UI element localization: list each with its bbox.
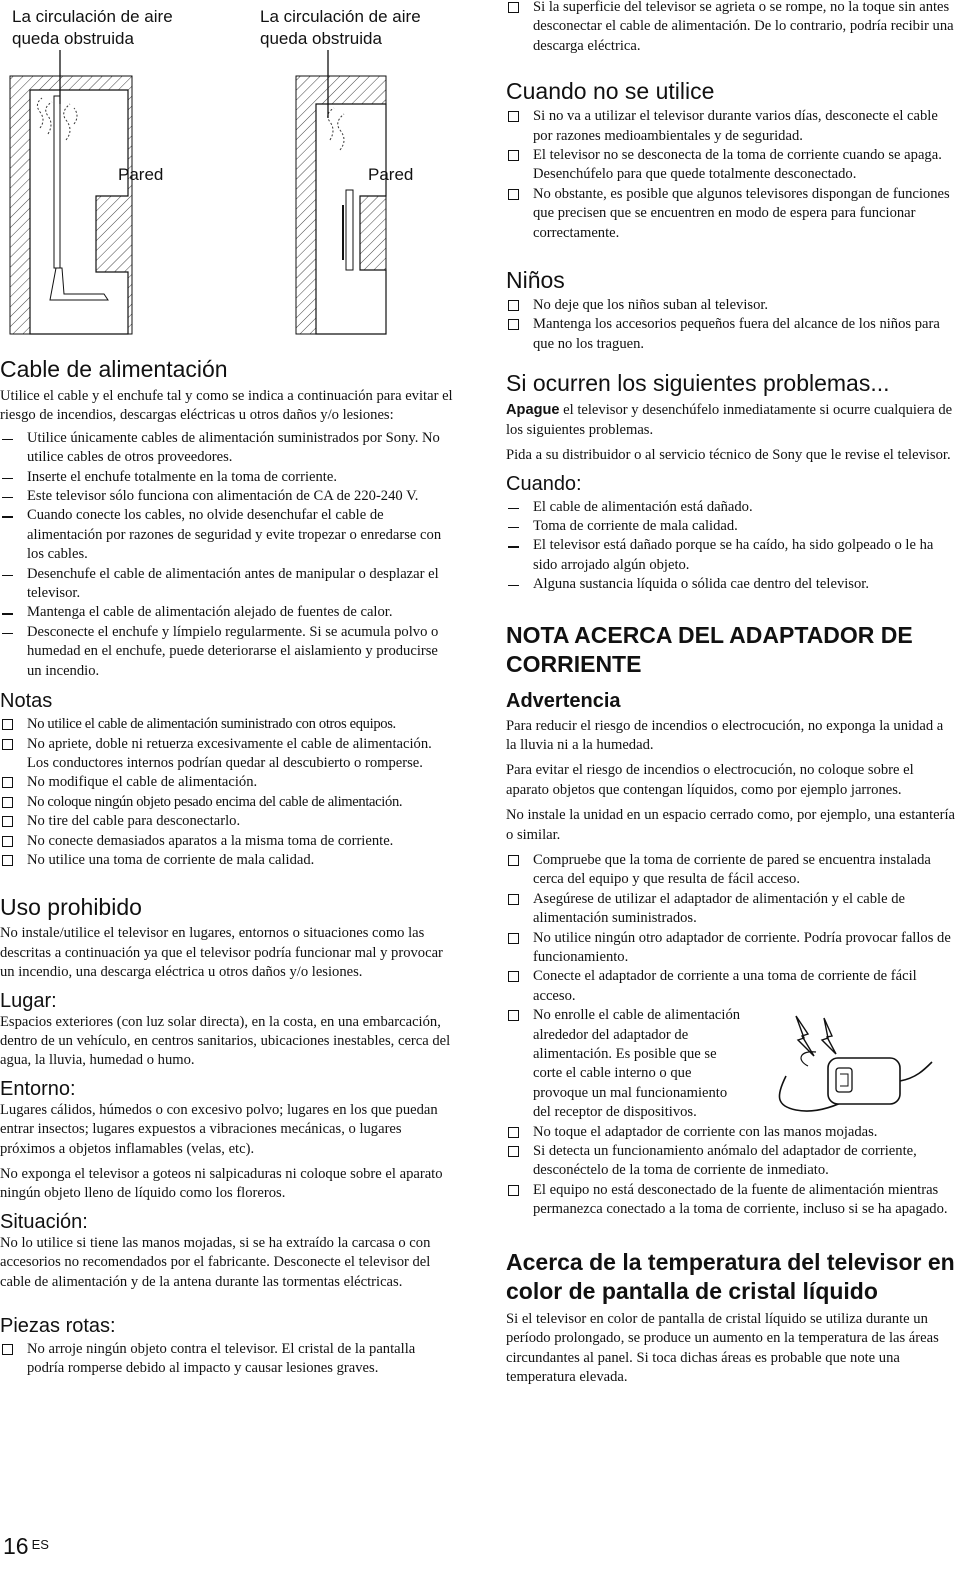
when-list xyxy=(506,498,956,595)
problems-heading: Si ocurren los siguientes problemas... xyxy=(506,370,890,397)
list-item: Si la superficie del televisor se agrieta o se rompe, no la toque sin antes desconectar el cable de alimentación. De lo contrario, podría recibir una descarga eléctrica. xyxy=(506,0,956,56)
wall-label-left: Pared xyxy=(118,165,164,184)
list-item: No arroje ningún objeto contra el televisor. El cristal de la pantalla podría romperse debido al impacto y causar lesiones graves. xyxy=(0,1340,455,1379)
list-item: Si no va a utilizar el televisor durante varios días, desconecte el cable por razones medioambientales y de seguridad. xyxy=(506,107,956,146)
children-list xyxy=(506,296,956,354)
power-cable-heading: Cable de alimentación xyxy=(0,356,228,382)
list-item: No conecte demasiados aparatos a la misma toma de corriente. xyxy=(0,832,455,851)
airflow-label-right: La circulación de aire queda obstruida xyxy=(260,7,421,48)
list-item: No utilice ningún otro adaptador de corriente. Podría provocar fallos de funcionamiento. xyxy=(506,929,956,968)
adapter-list xyxy=(506,851,956,1220)
place-heading: Lugar: xyxy=(0,989,57,1012)
list-item: No utilice una toma de corriente de mala calidad. xyxy=(0,851,455,870)
list-item: Si detecta un funcionamiento anómalo del adaptador de corriente, desconéctelo de la toma de corriente de inmediato. xyxy=(506,1142,956,1181)
list-item: Compruebe que la toma de corriente de pared se encuentra instalada cerca del equipo y que resulta de fácil acceso. xyxy=(506,851,956,890)
adapter-heading: NOTA ACERCA DEL ADAPTADOR DE CORRIENTE xyxy=(506,621,913,677)
environment-heading: Entorno: xyxy=(0,1077,76,1100)
temperature-text: Si el televisor en color de pantalla de cristal líquido se utiliza durante un período prolongado, se produce un aumento en la temperatura de las áreas circundantes al panel. Si toca dichas áreas es probable que note una temperatura elevada. xyxy=(506,1310,939,1385)
list-item: Mantenga los accesorios pequeños fuera del alcance de los niños para que no los traguen. xyxy=(506,315,956,354)
list-item: Este televisor sólo funciona con alimentación de CA de 220-240 V. xyxy=(0,487,455,506)
top-list xyxy=(506,0,956,56)
adapter-plug-illustration xyxy=(756,1006,946,1116)
list-item: No coloque ningún objeto pesado encima del cable de alimentación. xyxy=(0,793,455,812)
adapter-p1: Para reducir el riesgo de incendios o electrocución, no exponga la unidad a la lluvia ni a la humedad. xyxy=(506,717,944,753)
notes-list xyxy=(0,715,455,870)
list-item: El televisor está dañado porque se ha caído, ha sido golpeado o le ha sido arrojado algún objeto. xyxy=(506,536,956,575)
problems-text: Pida a su distribuidor o al servicio técnico de Sony que le revise el televisor. xyxy=(506,447,951,464)
list-item: No obstante, es posible que algunos televisores dispongan de funciones que precisen que se encuentren en modo de espera para funcionar correctamente. xyxy=(506,185,956,243)
problems-lead: Apague el televisor y desenchúfelo inmediatamente si ocurre cualquiera de los siguientes problemas. xyxy=(506,402,953,438)
page-number: 16 $^{ES}$ xyxy=(3,1533,49,1559)
list-item: Toma de corriente de mala calidad. xyxy=(506,517,956,536)
when-heading: Cuando: xyxy=(506,472,582,495)
situation-heading: Situación: xyxy=(0,1210,88,1233)
environment-text-2: No exponga el televisor a goteos ni salpicaduras ni coloque sobre el aparato ningún objeto lleno de líquido como los floreros. xyxy=(0,1166,443,1202)
list-item: No utilice el cable de alimentación suministrado con otros equipos. xyxy=(0,715,455,734)
list-item: No toque el adaptador de corriente con las manos mojadas. xyxy=(506,1123,956,1142)
power-cable-intro: Utilice el cable y el enchufe tal y como se indica a continuación para evitar el riesgo de incendios, descargas eléctricas u otros daños y/o lesiones: xyxy=(0,388,453,424)
list-item: Desconecte el enchufe y límpielo regularmente. Si se acumula polvo o humedad en el enchufe, puede deteriorarse el aislamiento y producirse un incendio. xyxy=(0,623,455,681)
children-heading: Niños xyxy=(506,267,565,294)
not-in-use-heading: Cuando no se utilice xyxy=(506,78,715,105)
right-column xyxy=(506,0,956,1387)
broken-parts-heading: Piezas rotas: xyxy=(0,1315,116,1338)
place-text: Espacios exteriores (con luz solar directa), en la costa, en una embarcación, dentro de un vehículo, en centros sanitarios, ubicaciones inestables, cerca del agua, la lluvia, humedad o humo. xyxy=(0,1013,451,1069)
adapter-wrap-text: No enrolle el cable de alimentación alrededor del adaptador de alimentación. Es posible que se corte el cable interno o que provoque un mal funcionamiento del receptor de dispositivos. xyxy=(533,1007,741,1121)
broken-parts-list xyxy=(0,1340,455,1379)
list-item xyxy=(506,1006,956,1122)
list-item: El televisor no se desconecta de la toma de corriente cuando se apaga. Desenchúfelo para que quede totalmente desconectado. xyxy=(506,146,956,185)
list-item: Inserte el enchufe totalmente en la toma de corriente. xyxy=(0,468,455,487)
temperature-heading: Acerca de la temperatura del televisor en color de pantalla de cristal líquido xyxy=(506,1248,955,1304)
list-item: No deje que los niños suban al televisor. xyxy=(506,296,956,315)
list-item: El equipo no está desconectado de la fuente de alimentación mientras permanezca conectado a la toma de corriente, incluso si se ha apagado. xyxy=(506,1181,956,1220)
airflow-label-left: La circulación de aire queda obstruida xyxy=(12,7,173,48)
list-item: Mantenga el cable de alimentación alejado de fuentes de calor. xyxy=(0,603,455,622)
prohibited-heading: Uso prohibido xyxy=(0,894,142,921)
list-item: Alguna sustancia líquida o sólida cae dentro del televisor. xyxy=(506,575,956,594)
diagram-left xyxy=(10,50,132,334)
list-item: No tire del cable para desconectarlo. xyxy=(0,812,455,831)
wall-label-right: Pared xyxy=(368,165,414,184)
notes-heading: Notas xyxy=(0,690,53,713)
adapter-p2: Para evitar el riesgo de incendios o electrocución, no coloque sobre el aparato objetos que contengan líquidos, como por ejemplo jarrones. xyxy=(506,762,914,798)
warning-heading: Advertencia xyxy=(506,689,621,712)
list-item: No modifique el cable de alimentación. xyxy=(0,773,455,792)
environment-text: Lugares cálidos, húmedos o con excesivo polvo; lugares en los que puedan entrar insectos; lugares expuestos a vibraciones mecánicas, o lugares próximos a objetos inflamables (velas, etc). xyxy=(0,1101,438,1157)
list-item: Cuando conecte los cables, no olvide desenchufar el cable de alimentación por razones de seguridad y evite tropezar o enredarse con los cables. xyxy=(0,506,455,564)
adapter-p3: No instale la unidad en un espacio cerrado como, por ejemplo, una estantería o similar. xyxy=(506,807,956,843)
not-in-use-list xyxy=(506,107,956,243)
power-cable-list xyxy=(0,429,455,681)
page-language: ES xyxy=(31,1537,49,1552)
list-item: No apriete, doble ni retuerza excesivamente el cable de alimentación. Los conductores internos podrían quedar al descubierto o romperse. xyxy=(0,735,455,774)
list-item: Desenchufe el cable de alimentación antes de manipular o desplazar el televisor. xyxy=(0,565,455,604)
list-item: El cable de alimentación está dañado. xyxy=(506,498,956,517)
prohibited-intro: No instale/utilice el televisor en lugares, entornos o situaciones como las descritas a continuación ya que el televisor podría funcionar mal y provocar un incendio, una descarga eléctrica u otros daños y/o lesiones. xyxy=(0,925,443,981)
list-item: Utilice únicamente cables de alimentación suministrados por Sony. No utilice cables de otros proveedores. xyxy=(0,429,455,468)
list-item: Asegúrese de utilizar el adaptador de alimentación y el cable de alimentación suministrados. xyxy=(506,890,956,929)
apague-bold: Apague xyxy=(506,402,560,419)
list-item: Conecte el adaptador de corriente a una toma de corriente de fácil acceso. xyxy=(506,967,956,1006)
diagram-right xyxy=(296,50,386,334)
ventilation-figure xyxy=(0,0,455,340)
situation-text: No lo utilice si tiene las manos mojadas, si se ha extraído la carcasa o con accesorios no recomendados por el fabricante. Desconecte el televisor del cable de alimentación y de la antena durante las tormentas eléctricas. xyxy=(0,1234,431,1290)
